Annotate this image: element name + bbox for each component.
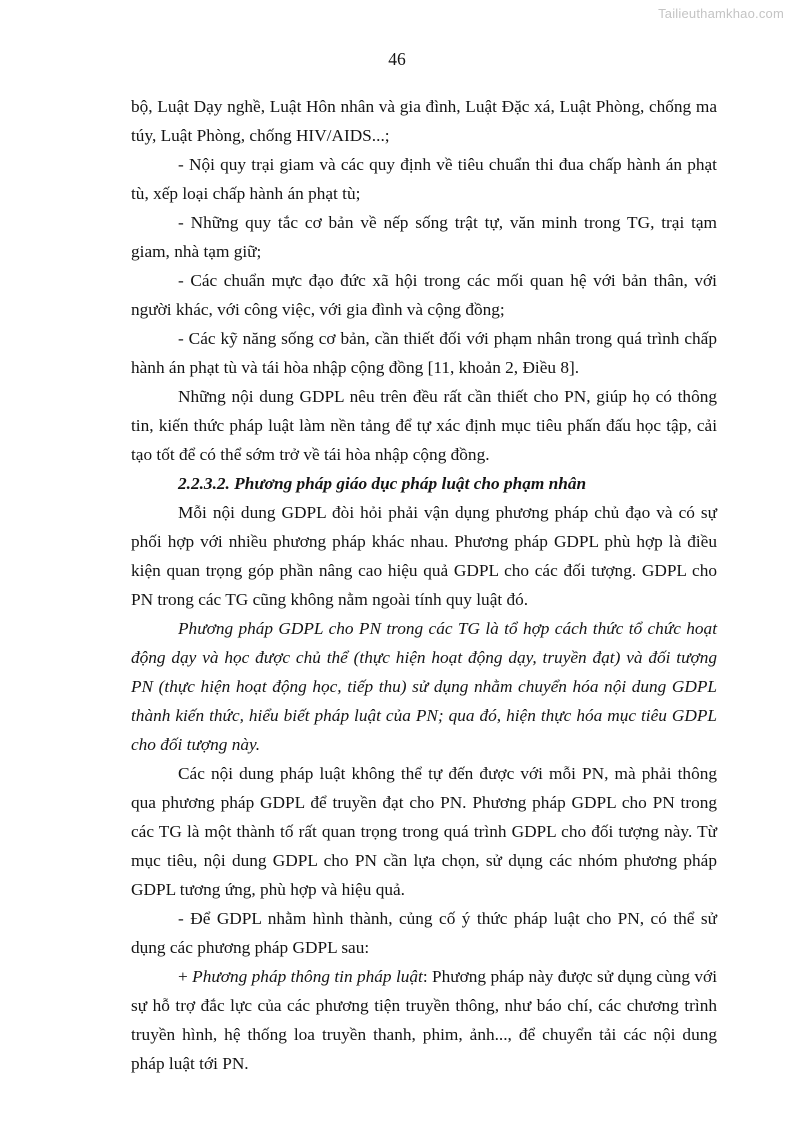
paragraph-methods-list-intro: - Để GDPL nhằm hình thành, củng cố ý thức pháp luật cho PN, có thể sử dụng các phương pháp GDPL sau: bbox=[131, 909, 717, 957]
list-item-order-rules: - Những quy tắc cơ bản về nếp sống trật tự, văn minh trong TG, trại tạm giam, nhà tạm giữ; bbox=[131, 213, 717, 261]
list-item-life-skills: - Các kỹ năng sống cơ bản, cần thiết đối với phạm nhân trong quá trình chấp hành án phạt tù và tái hòa nhập cộng đồng [11, khoản 2, Điều 8]. bbox=[131, 329, 717, 377]
paragraph-methods-role: Các nội dung pháp luật không thể tự đến được với mỗi PN, mà phải thông qua phương pháp GDPL để truyền đạt cho PN. Phương pháp GDPL cho PN trong các TG là một thành tố rất quan trọng trong quá trình GDPL cho đối tượng này. Từ mục tiêu, nội dung GDPL cho PN cần lựa chọn, sử dụng các nhóm phương pháp GDPL tương ứng, phù hợp và hiệu quả. bbox=[131, 764, 717, 899]
paragraph-information-method bbox=[131, 962, 717, 1078]
document-body bbox=[131, 92, 717, 1078]
list-item-prison-rules: - Nội quy trại giam và các quy định về tiêu chuẩn thi đua chấp hành án phạt tù, xếp loại chấp hành án phạt tù; bbox=[131, 155, 717, 203]
list-item-ethics-standards: - Các chuẩn mực đạo đức xã hội trong các mối quan hệ với bản thân, với người khác, với công việc, với gia đình và cộng đồng; bbox=[131, 271, 717, 319]
paragraph-continuation: bộ, Luật Dạy nghề, Luật Hôn nhân và gia đình, Luật Đặc xá, Luật Phòng, chống ma túy, Luật Phòng, chống HIV/AIDS...; bbox=[131, 97, 717, 145]
section-heading: 2.2.3.2. Phương pháp giáo dục pháp luật cho phạm nhân bbox=[178, 474, 587, 493]
method-description: : Phương pháp này được sử dụng cùng với sự hỗ trợ đắc lực của các phương tiện truyền thông, như báo chí, các chương trình truyền hình, hệ thống loa truyền thanh, phim, ảnh..., để chuyển tải các nội dung pháp luật tới PN. bbox=[131, 967, 717, 1073]
bullet-prefix: + bbox=[178, 967, 193, 986]
paragraph-methods-intro: Mỗi nội dung GDPL đòi hỏi phải vận dụng phương pháp chủ đạo và có sự phối hợp với nhiều phương pháp khác nhau. Phương pháp GDPL phù hợp là điều kiện quan trọng góp phần nâng cao hiệu quả GDPL cho các đối tượng. GDPL cho PN trong các TG cũng không nằm ngoài tính quy luật đó. bbox=[131, 503, 717, 609]
watermark-text: Tailieuthamkhao.com bbox=[658, 6, 784, 21]
paragraph-definition: Phương pháp GDPL cho PN trong các TG là tổ hợp cách thức tổ chức hoạt động dạy và học được chủ thể (thực hiện hoạt động dạy, truyền đạt) và đối tượng PN (thực hiện hoạt động học, tiếp thu) sử dụng nhằm chuyển hóa nội dung GDPL thành kiến thức, hiểu biết pháp luật của PN; qua đó, hiện thực hóa mục tiêu GDPL cho đối tượng này. bbox=[131, 619, 717, 754]
method-term: Phương pháp thông tin pháp luật bbox=[192, 967, 423, 986]
page-number: 46 bbox=[388, 49, 406, 69]
paragraph-summary: Những nội dung GDPL nêu trên đều rất cần thiết cho PN, giúp họ có thông tin, kiến thức pháp luật làm nền tảng để tự xác định mục tiêu phấn đấu học tập, cải tạo tốt để có thể sớm trở về tái hòa nhập cộng đồng. bbox=[131, 387, 717, 464]
